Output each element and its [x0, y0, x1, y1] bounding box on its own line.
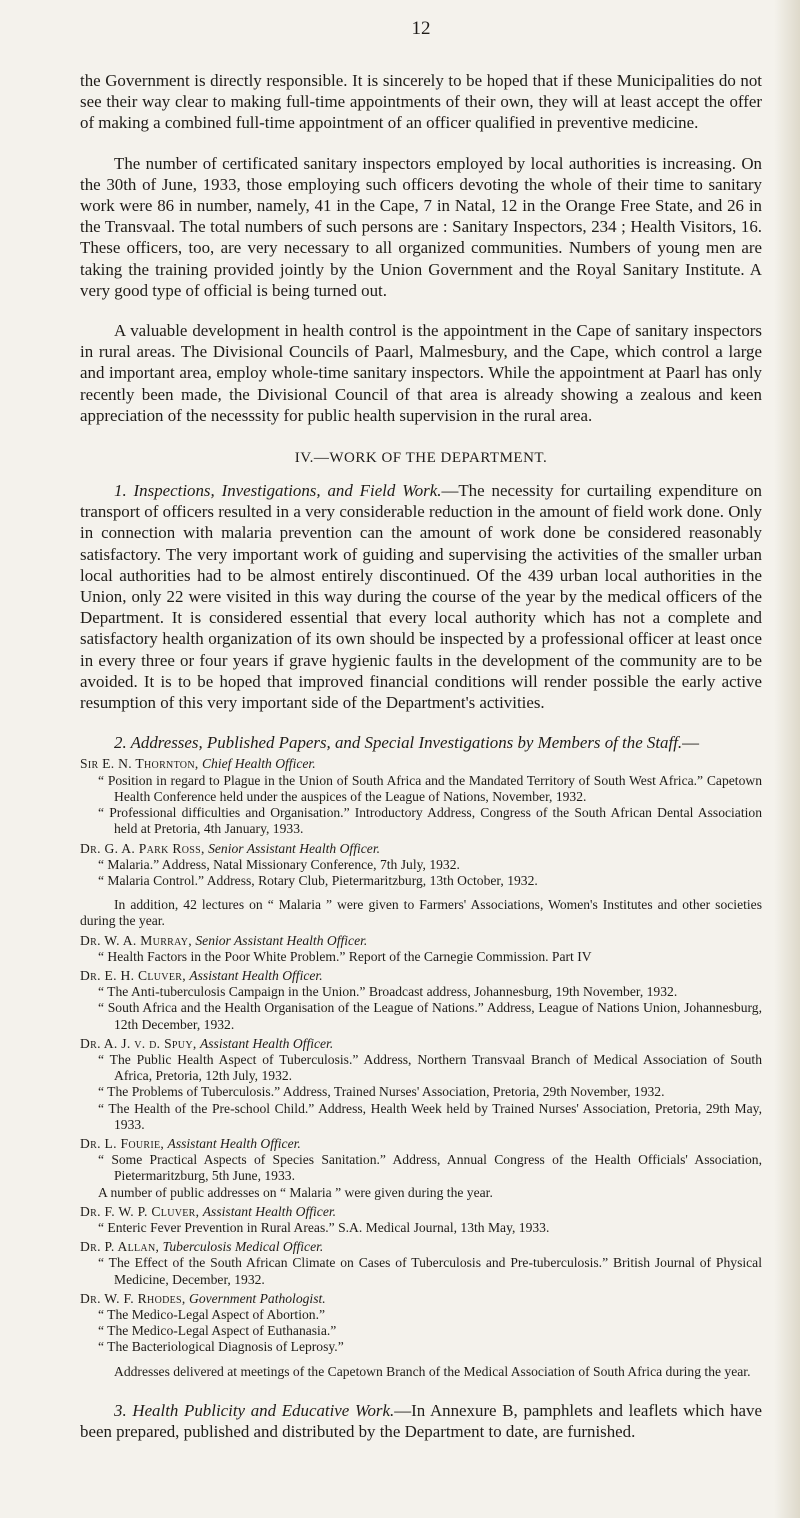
staff-name: Dr. W. A. Murray, — [80, 932, 192, 948]
staff-entry — [80, 1239, 762, 1288]
staff-member — [80, 1036, 762, 1052]
page-number: 12 — [411, 18, 431, 39]
paragraph-sanitary-inspectors: The number of certificated sanitary inspectors employed by local authorities is increasing. On the 30th of June, 1933, those employing such officers devoting the whole of their time to sanitary work were 86 in number, namely, 41 in the Cape, 7 in Natal, 12 in the Orange Free State, and 26 in the Transvaal. The total numbers of such persons are : Sanitary Inspectors, 234 ; Health Visitors, 16. These officers, too, are very necessary to all organized communities. Numbers of young men are taking the training provided jointly by the Union Government and the Royal Sanitary Institute. A very good type of official is being turned out. — [80, 153, 762, 300]
staff-entry — [80, 968, 762, 1033]
staff-note: In addition, 42 lectures on “ Malaria ” were given to Farmers' Associations, Women's Institutes and other societies during the year. — [80, 897, 762, 929]
publication-item: “ Enteric Fever Prevention in Rural Areas.” S.A. Medical Journal, 13th May, 1933. — [98, 1219, 550, 1235]
publication-item: “ The Problems of Tuberculosis.” Address, Trained Nurses' Association, Pretoria, 29th November, 1932. — [98, 1084, 665, 1100]
publication-note: A number of public addresses on “ Malaria ” were given during the year. — [98, 1184, 493, 1200]
staff-role: Assistant Health Officer. — [167, 1135, 301, 1151]
publication-item: “ The Public Health Aspect of Tuberculosis.” Address, Northern Transvaal Branch of Medical Association of South Africa, Pretoria, 12th July, 1932. — [98, 1051, 762, 1084]
publication-item: “ The Bacteriological Diagnosis of Leprosy.” — [98, 1339, 344, 1355]
publicity-title: 3. Health Publicity and Educative Work. — [114, 1400, 395, 1420]
staff-entry — [80, 1036, 762, 1133]
publication-item: “ Malaria.” Address, Natal Missionary Conference, 7th July, 1932. — [98, 856, 460, 872]
staff-entry — [80, 1291, 762, 1380]
staff-name: Dr. L. Fourie, — [80, 1135, 165, 1151]
staff-section-title-line — [80, 732, 762, 753]
staff-member — [80, 1291, 762, 1307]
publication-item: “ Health Factors in the Poor White Problem.” Report of the Carnegie Commission. Part IV — [98, 948, 592, 964]
staff-entry — [80, 841, 762, 930]
staff-name: Dr. W. F. Rhodes, — [80, 1290, 186, 1306]
staff-member — [80, 933, 762, 949]
staff-entry — [80, 1136, 762, 1201]
staff-role: Assistant Health Officer. — [189, 967, 323, 983]
publication-item: “ The Medico-Legal Aspect of Euthanasia.” — [98, 1323, 337, 1339]
title-dash: — — [682, 733, 699, 753]
publication-item: “ Professional difficulties and Organisation.” Introductory Address, Congress of the South African Dental Association held at Pretoria, 4th January, 1933. — [98, 805, 762, 837]
paragraph-publicity — [80, 1400, 762, 1442]
staff-member — [80, 1239, 762, 1255]
staff-member — [80, 841, 762, 857]
publication-item: “ The Medico-Legal Aspect of Abortion.” — [98, 1306, 325, 1322]
field-work-text: —The necessity for curtailing expenditure on transport of officers resulted in a very considerable reduction in the amount of field work done. Only in connection with malaria prevention can the amount of work done be considered reasonably satisfactory. The very important work of guiding and supervising the activities of the smaller urban local authorities had to be almost entirely discontinued. Of the 439 urban local authorities in the Union, only 22 were visited in this way during the course of the year by the medical officers of the Department. It is considered essential that every local authority which has not a complete and satisfactory health organization of its own should be inspected by a professional officer at least once in every three or four years if grave hygienic faults in the development of the community are to be avoided. It is to be hoped that improved financial conditions will render possible the early active resumption of this very important side of the Department's activities. — [80, 481, 762, 713]
staff-role: Senior Assistant Health Officer. — [208, 840, 380, 856]
staff-note: Addresses delivered at meetings of the Capetown Branch of the Medical Association of South Africa during the year. — [114, 1363, 751, 1379]
staff-name: Dr. A. J. v. d. Spuy, — [80, 1035, 197, 1051]
publication-item: “ Position in regard to Plague in the Union of South Africa and the Mandated Territory of South West Africa.” Capetown Health Conference held under the auspices of the League of Nations, November, 1932. — [98, 772, 762, 804]
staff-name: Dr. E. H. Cluver, — [80, 967, 186, 983]
publication-item: “ The Effect of the South African Climate on Cases of Tuberculosis and Pre-tuberculosis.” British Journal of Physical Medicine, December, 1932. — [98, 1255, 762, 1287]
staff-role: Assistant Health Officer. — [202, 1203, 337, 1219]
publication-item: “ The Anti-tuberculosis Campaign in the Union.” Broadcast address, Johannesburg, 19th November, 1932. — [98, 984, 678, 1000]
staff-entry — [80, 1204, 762, 1236]
staff-name: Dr. P. Allan, — [80, 1239, 160, 1255]
paragraph-field-work — [80, 480, 762, 713]
staff-member — [80, 756, 762, 772]
publicity-text: —In Annexure B, pamphlets and leaflets which have been prepared, published and distributed by the Department to date, are furnished. — [80, 1400, 762, 1441]
staff-name: Sir E. N. Thornton, — [80, 756, 199, 772]
staff-member — [80, 1136, 762, 1152]
staff-name: Dr. F. W. P. Cluver, — [80, 1203, 200, 1219]
staff-entry — [80, 756, 762, 837]
staff-section-title: 2. Addresses, Published Papers, and Special Investigations by Members of the Staff. — [114, 733, 683, 753]
staff-member — [80, 1204, 762, 1220]
staff-role: Tuberculosis Medical Officer. — [162, 1239, 324, 1255]
page-edge-shadow — [774, 0, 800, 1518]
field-work-title: 1. Inspections, Investigations, and Field Work. — [114, 481, 442, 501]
paragraph-rural-areas: A valuable development in health control is the appointment in the Cape of sanitary inspectors in rural areas. The Divisional Councils of Paarl, Malmesbury, and the Cape, which control a large and important area, employ whole-time sanitary inspectors. While the appointment at Paarl has only recently been made, the Divisional Council of that area is already showing a zealous and keen appreciation of the necesssity for public health supervision in the rural area. — [80, 321, 762, 425]
staff-role: Senior Assistant Health Officer. — [195, 932, 368, 948]
section-heading: IV.—WORK OF THE DEPARTMENT. — [294, 450, 548, 467]
paragraph-municipalities: the Government is directly responsible. It is sincerely to be hoped that if these Municipalities do not see their way clear to making full-time appointments of their own, they will at least accept the offer of making a combined full-time appointment of an officer qualified in preventive medicine. — [80, 71, 762, 133]
publication-item: “ South Africa and the Health Organisation of the League of Nations.” Address, League of Nations Union, Johannesburg, 12th December, 1932. — [98, 1000, 762, 1032]
staff-list — [80, 756, 762, 1379]
staff-role: Government Pathologist. — [189, 1290, 326, 1306]
publication-item: “ Malaria Control.” Address, Rotary Club, Pietermaritzburg, 13th October, 1932. — [98, 872, 538, 888]
staff-role: Assistant Health Officer. — [199, 1035, 334, 1051]
staff-entry — [80, 933, 762, 965]
staff-member — [80, 968, 762, 984]
publication-item: “ Some Practical Aspects of Species Sanitation.” Address, Annual Congress of the Health Officials' Association, Pietermaritzburg, 5th June, 1933. — [98, 1152, 762, 1184]
publication-item: “ The Health of the Pre-school Child.” Address, Health Week held by Trained Nurses' Association, Pretoria, 29th May, 1933. — [98, 1100, 762, 1132]
staff-role: Chief Health Officer. — [201, 756, 316, 772]
staff-name: Dr. G. A. Park Ross, — [80, 840, 205, 856]
